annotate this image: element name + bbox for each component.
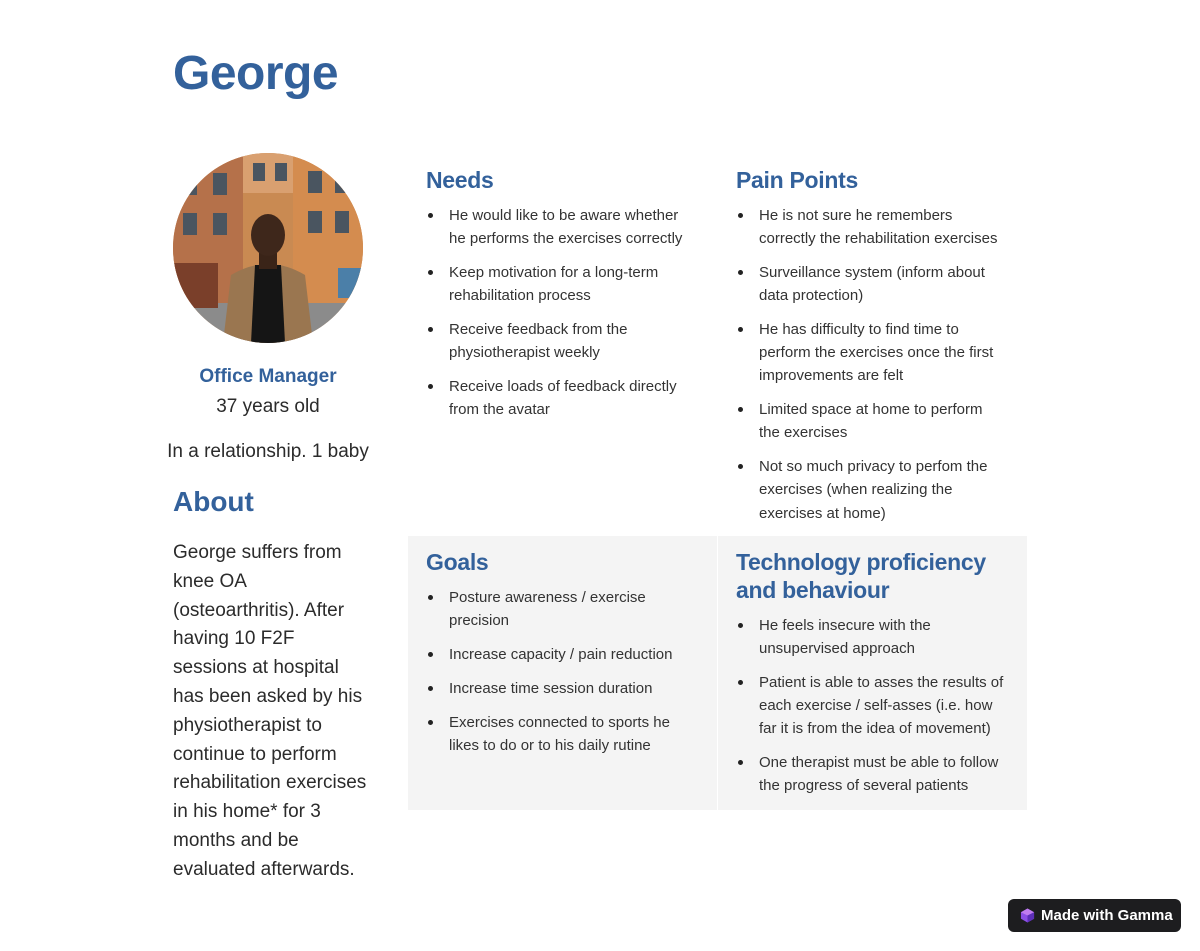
list-item: He would like to be aware whether he performs the exercises correctly (426, 204, 697, 250)
list-item: Receive loads of feedback directly from the avatar (426, 375, 697, 421)
pain-points-heading: Pain Points (736, 167, 858, 193)
list-item: One therapist must be able to follow the progress of several patients (736, 751, 1007, 797)
list-item: Patient is able to asses the results of each exercise / self-asses (i.e. how far it is from the idea of movement) (736, 671, 1007, 741)
pain-points-list (736, 204, 1007, 525)
persona-age: 37 years old (216, 396, 320, 417)
list-item: Limited space at home to perform the exercises (736, 398, 1007, 444)
goals-card (408, 536, 717, 810)
technology-heading: Technology proficiency and behaviour (736, 549, 986, 603)
about-text: George suffers from knee OA (osteoarthritis). After having 10 F2F sessions at hospital has been asked by his physiotherapist to continue to perform rehabilitation exercises in his home* for 3 months and be evaluated afterwards. (173, 542, 367, 880)
gamma-logo-icon (1020, 908, 1035, 923)
technology-card (718, 536, 1027, 810)
goals-list (426, 586, 697, 757)
list-item: Exercises connected to sports he likes to do or to his daily rutine (426, 711, 697, 757)
list-item: He is not sure he remembers correctly the rehabilitation exercises (736, 204, 1007, 250)
list-item: Keep motivation for a long-term rehabilitation process (426, 261, 697, 307)
badge-label: Made with Gamma (1041, 907, 1173, 924)
needs-list (426, 204, 697, 421)
list-item: Surveillance system (inform about data protection) (736, 261, 1007, 307)
persona-status: In a relationship. 1 baby (167, 441, 369, 462)
list-item: Receive feedback from the physiotherapist weekly (426, 318, 697, 364)
list-item: He feels insecure with the unsupervised approach (736, 614, 1007, 660)
list-item: Not so much privacy to perfom the exercises (when realizing the exercises at home) (736, 455, 1007, 525)
list-item: Increase capacity / pain reduction (426, 643, 697, 666)
list-item: He has difficulty to find time to perform the exercises once the first improvements are felt (736, 318, 1007, 388)
pain-points-card (718, 166, 1027, 535)
list-item: Posture awareness / exercise precision (426, 586, 697, 632)
persona-photo (173, 153, 363, 343)
list-item: Increase time session duration (426, 677, 697, 700)
about-heading: About (173, 486, 254, 517)
technology-list (736, 614, 1007, 798)
persona-name: George (173, 47, 339, 100)
made-with-gamma-badge[interactable] (1008, 899, 1181, 932)
persona-role: Office Manager (199, 366, 337, 387)
needs-heading: Needs (426, 167, 494, 193)
needs-card (408, 166, 717, 432)
goals-heading: Goals (426, 549, 489, 575)
